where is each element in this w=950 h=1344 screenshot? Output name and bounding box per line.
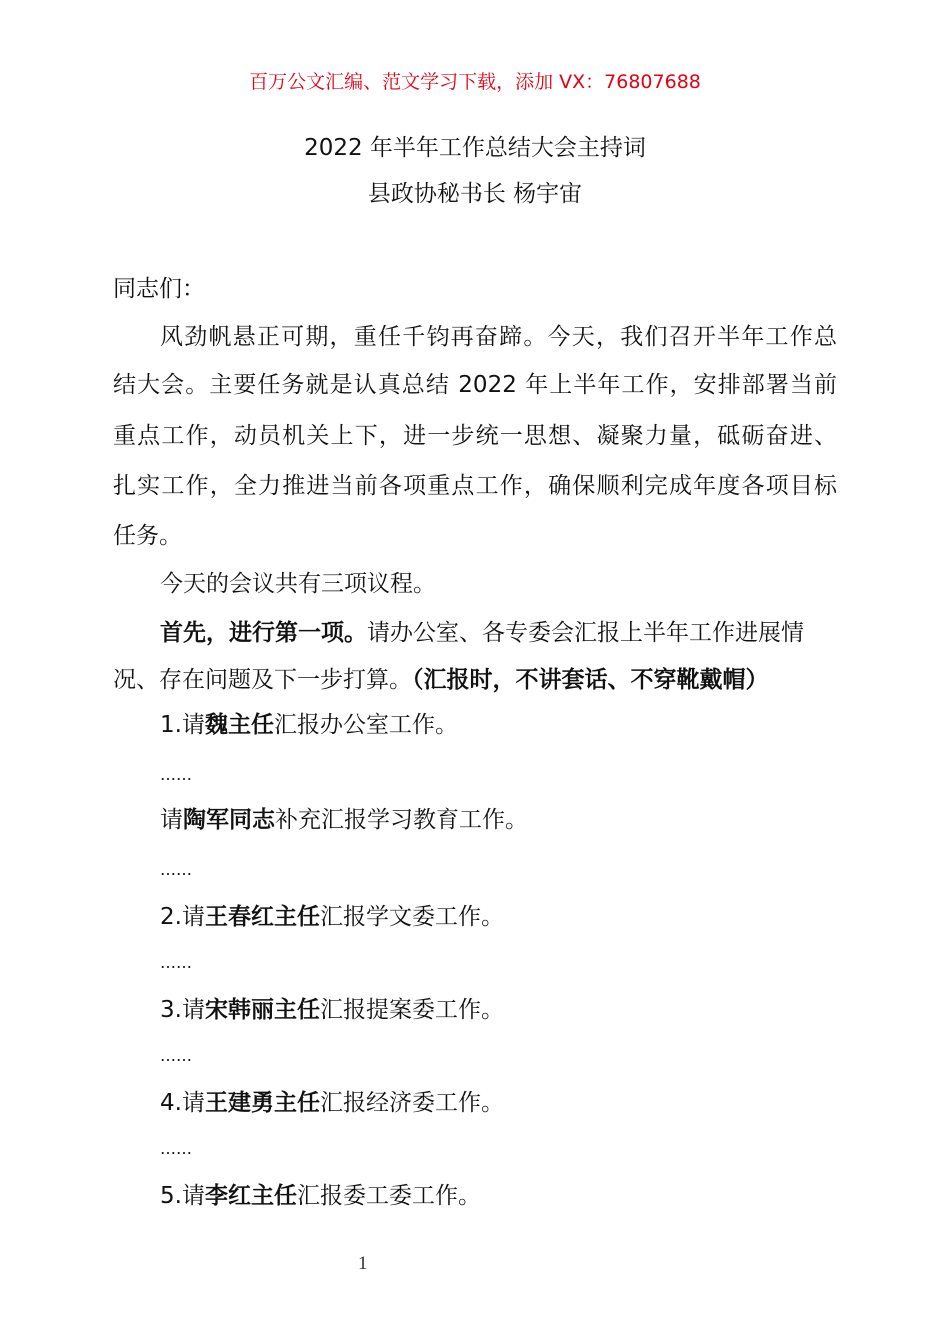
- report-name: 陶军同志: [183, 807, 275, 833]
- page-number: 1: [358, 1253, 368, 1274]
- report-item-supplement: [160, 805, 528, 835]
- document-subtitle: 县政协秘书长 杨宇宙: [367, 181, 583, 207]
- item1-note: （汇报时，不讲套话、不穿靴戴帽）: [412, 667, 769, 693]
- report-name: 王春红主任: [204, 904, 320, 930]
- item1-text-2: 况、存在问题及下一步打算。: [113, 667, 412, 693]
- document-title: 2022 年半年工作总结大会主持词: [304, 135, 646, 161]
- ellipsis: ……: [160, 860, 192, 879]
- report-suffix: 汇报委工委工作。: [296, 1183, 481, 1209]
- agenda-intro: 今天的会议共有三项议程。: [160, 571, 436, 597]
- report-item-5: [160, 1181, 481, 1211]
- report-name: 王建勇主任: [204, 1090, 320, 1116]
- report-prefix: 5.请: [160, 1183, 205, 1209]
- report-name: 李红主任: [204, 1183, 297, 1209]
- intro-line-1: 风劲帆悬正可期，重任千钧再奋蹄。今天，我们召开半年工作总: [160, 324, 837, 350]
- ellipsis: ……: [160, 765, 192, 784]
- report-name: 宋韩丽主任: [204, 997, 320, 1023]
- ellipsis: ……: [160, 953, 192, 972]
- report-prefix: 1.请: [160, 712, 205, 738]
- report-prefix: 3.请: [160, 997, 205, 1023]
- report-suffix: 汇报办公室工作。: [273, 712, 458, 738]
- report-prefix: 2.请: [160, 904, 205, 930]
- report-suffix: 补充汇报学习教育工作。: [275, 807, 528, 833]
- item1-line-2: [113, 665, 769, 695]
- watermark-header: 百万公文汇编、范文学习下载，添加 VX：76807688: [249, 71, 701, 93]
- report-prefix: 4.请: [160, 1090, 205, 1116]
- intro-line-3: 重点工作，动员机关上下，进一步统一思想、凝聚力量，砥砺奋进、: [113, 423, 837, 449]
- report-name: 魏主任: [204, 712, 274, 738]
- report-item-3: [160, 995, 504, 1025]
- item1-text: 请办公室、各专委会汇报上半年工作进展情: [367, 620, 804, 646]
- report-item-2: [160, 902, 504, 932]
- intro-line-5: 任务。: [113, 523, 182, 549]
- item1-line-1: [160, 618, 804, 648]
- report-prefix: 请: [160, 807, 183, 833]
- item1-bold-lead: 首先，进行第一项。: [160, 620, 367, 646]
- salutation: 同志们：: [113, 276, 205, 302]
- report-suffix: 汇报提案委工作。: [319, 997, 504, 1023]
- report-suffix: 汇报学文委工作。: [319, 904, 504, 930]
- ellipsis: ……: [160, 1139, 192, 1158]
- report-suffix: 汇报经济委工作。: [319, 1090, 504, 1116]
- intro-line-2: 结大会。主要任务就是认真总结 2022 年上半年工作，安排部署当前: [113, 372, 837, 398]
- report-item-1: [160, 710, 458, 740]
- intro-line-4: 扎实工作，全力推进当前各项重点工作，确保顺利完成年度各项目标: [113, 473, 837, 499]
- ellipsis: ……: [160, 1046, 192, 1065]
- report-item-4: [160, 1088, 504, 1118]
